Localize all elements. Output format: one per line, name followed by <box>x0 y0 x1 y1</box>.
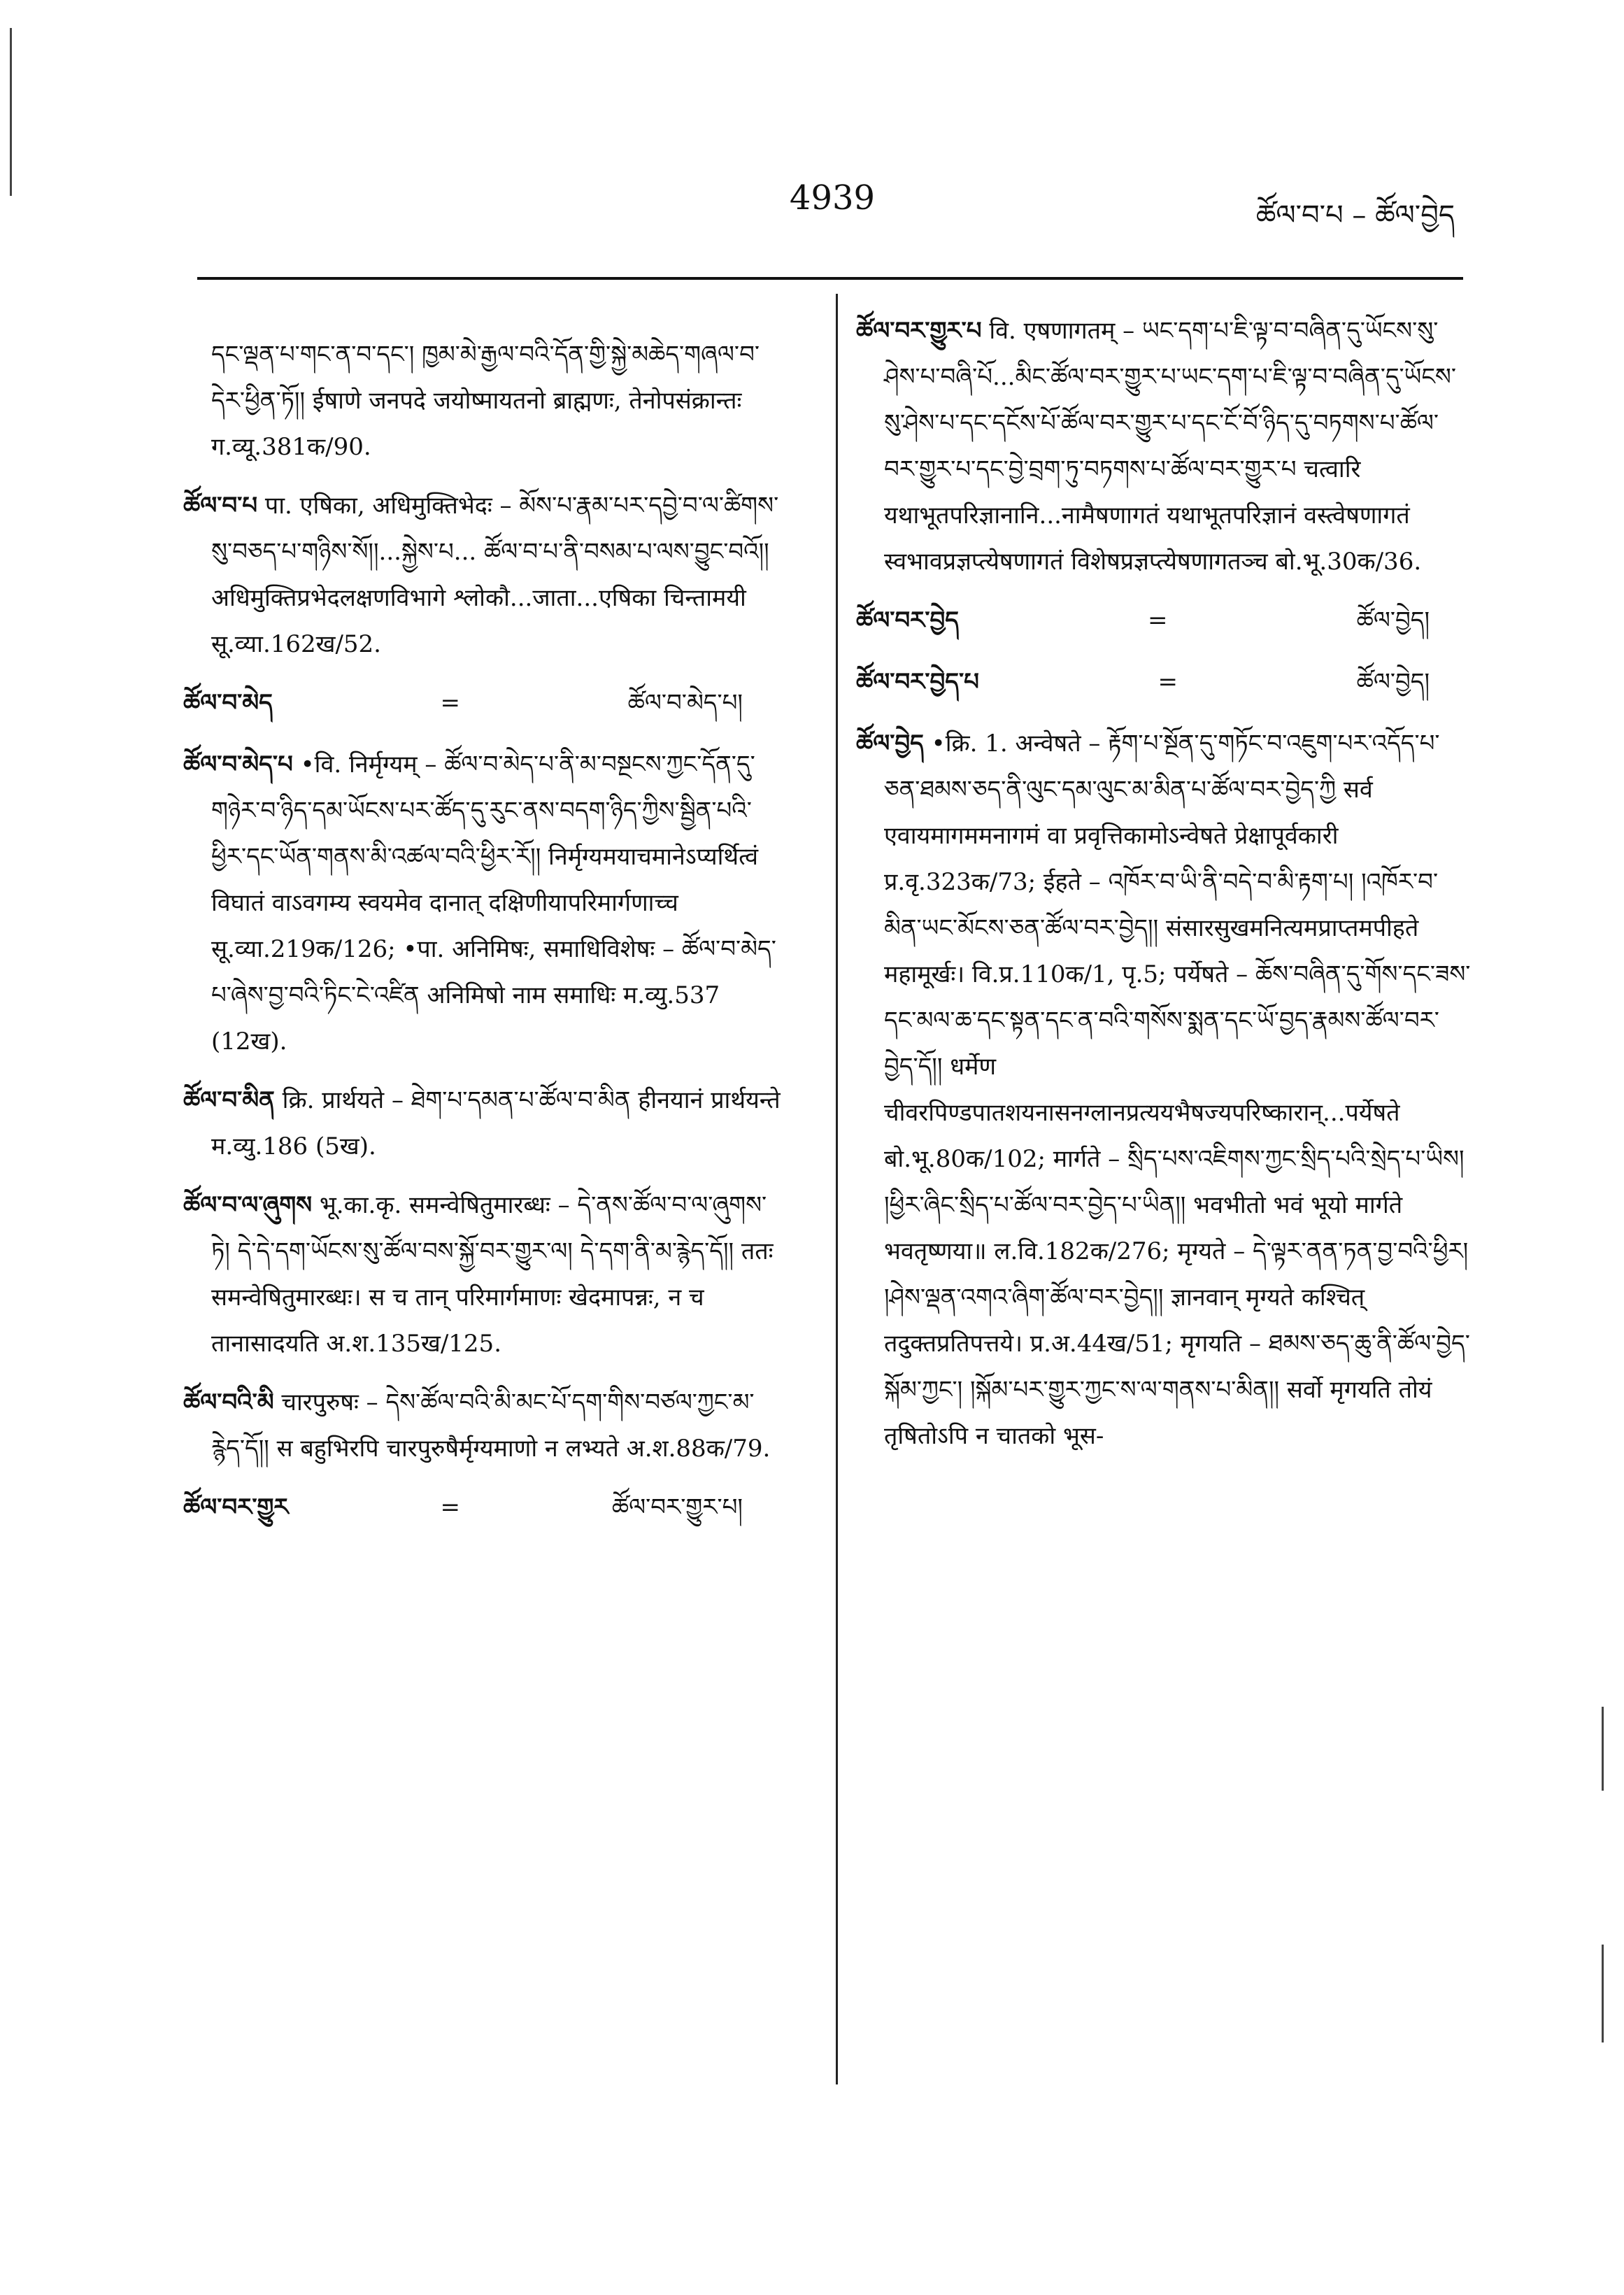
entry-headword: ཚོལ་བའི་མི <box>183 1388 274 1416</box>
dictionary-entry <box>856 720 1472 1459</box>
scan-margin-mark <box>1602 1945 1604 2042</box>
entry-headword: ཚོལ་བ་ལ་ཞུགས <box>183 1191 313 1219</box>
entry-body: चारपुरुषः – དེས་ཚོལ་བའི་མི་མང་པོ་དག་གིས་བཙལ་ཀྱང་མ་རྙེད་དོ།། स बहुभिरपि चारपुरुषैर्मृग्यमाणो न लभ्यते अ.श.88क/79. <box>211 1388 771 1463</box>
column-divider <box>836 294 838 2084</box>
dictionary-entry <box>183 1379 785 1472</box>
entry-body: भू.का.कृ. समन्वेषितुमारब्धः – དེ་ནས་ཚོལ་བ་ལ་ཞུགས་ཏེ། དེ་དེ་དག་ཡོངས་སུ་ཚོལ་བས་སྐྱོ་བར་གྱུར་ལ། དེ་དག་ནི་མ་རྙེད་དོ།། ततः समन्वेषितुमारब्धः। स च तान् परिमार्गमाणः खेदमापन्नः, न च तानासादयति अ.श.135ख/125. <box>211 1191 774 1358</box>
equals-sign: = <box>440 689 460 717</box>
entry-headword: ཚོལ་བྱེད <box>856 730 924 758</box>
entry-headword: ཚོལ་བར་བྱེད་པ <box>856 668 979 696</box>
equals-sign: = <box>440 1493 460 1521</box>
dictionary-entry <box>183 483 785 667</box>
entry-headword: ཚོལ་བ་མེད <box>183 689 273 717</box>
dictionary-entry <box>183 741 785 1065</box>
entry-body: वि. एषणागतम् – ཡང་དག་པ་ཇི་ལྟ་བ་བཞིན་དུ་ཡོངས་སུ་ཤེས་པ་བཞི་པོ...མིང་ཚོལ་བར་གྱུར་པ་ཡང་དག་པ་ཇི་ལྟ་བ་བཞིན་དུ་ཡོངས་སུ་ཤེས་པ་དང་དངོས་པོ་ཚོལ་བར་གྱུར་པ་དང་ངོ་བོ་ཉིད་དུ་བཏགས་པ་ཚོལ་བར་གྱུར་པ་དང་བྱེ་བྲག་ཏུ་བཏགས་པ་ཚོལ་བར་གྱུར་པ चत्वारि यथाभूतपरिज्ञानानि...नामैषणागतं यथाभूतपरिज्ञानं वस्त्वेषणागतं स्वभावप्रज्ञप्त्येषणागतं विशेषप्रज्ञप्त्येषणागतञ्च बो.भू.30क/36. <box>884 317 1457 576</box>
headword-range: ཚོལ་བ་པ – ཚོལ་བྱེད <box>1255 199 1455 232</box>
entry-body: क्रि. प्रार्थयते – ཐེག་པ་དམན་པ་ཚོལ་བ་མིན हीनयानं प्रार्थयन्ते म.व्यु.186 (5ख). <box>211 1086 781 1160</box>
dictionary-entry <box>183 1182 785 1367</box>
equals-sign: = <box>1158 668 1178 696</box>
dictionary-entry <box>183 1077 785 1170</box>
entry-body: •वि. निर्मृग्यम् – ཚོལ་བ་མེད་པ་ནི་མ་བསྔངས་ཀྱང་དོན་དུ་གཉེར་བ་ཉིད་དམ་ཡོངས་པར་ཚོད་དུ་རུང་ནས་བདག་ཉིད་ཀྱིས་སྦྱིན་པའི་ཕྱིར་དང་ཡོན་གནས་མི་འཚལ་བའི་ཕྱིར་རོ།། निर्मृग्यमयाचमानेऽप्यर्थित्वं विघातं वाऽवगम्य स्वयमेव दानात् दक्षिणीयापरिमार्गणाच्च सू.व्या.219क/126; •पा. अनिमिषः, समाधिविशेषः – ཚོལ་བ་མེད་པ་ཞེས་བྱ་བའི་ཏིང་ངེ་འཛིན अनिमिषो नाम समाधिः म.व्यु.537 (12ख). <box>211 751 776 1056</box>
left-column <box>183 308 785 2126</box>
continuation-text: དང་ལྡན་པ་གང་ན་བ་དང་། ཁྱམ་མེ་རྒྱལ་བའི་དོན་གྱི་སྐྱེ་མཆེད་གཞལ་བ་དེར་ཕྱིན་ཏོ།། ईषाणे जनपदे जयोष्मायतनो ब्राह्मणः, तेनोपसंक्रान्तः ग.व्यू.381क/90. <box>211 341 760 461</box>
entry-headword: ཚོལ་བ་མིན <box>183 1086 275 1114</box>
cross-reference-target: ཚོལ་བྱེད། <box>1356 668 1430 696</box>
cross-reference-target: ཚོལ་བྱེད། <box>1356 606 1430 634</box>
cross-reference-entry <box>183 680 785 726</box>
cross-reference-entry <box>856 659 1472 705</box>
scan-margin-mark <box>10 28 12 196</box>
entry-headword: ཚོལ་བར་བྱེད <box>856 606 959 634</box>
cross-reference-target: ཚོལ་བ་མེད་པ། <box>627 689 743 717</box>
header-rule <box>197 277 1463 280</box>
entry-headword: ཚོལ་བ་མེད་པ <box>183 751 293 779</box>
equals-sign: = <box>1148 606 1168 634</box>
page-number: 4939 <box>789 178 876 218</box>
cross-reference-entry <box>856 597 1472 644</box>
scan-margin-mark <box>1602 1707 1604 1791</box>
dictionary-entry <box>856 308 1472 585</box>
entry-body: पा. एषिका, अधिमुक्तिभेदः – མོས་པ་རྣམ་པར་དབྱེ་བ་ལ་ཚིགས་སུ་བཅད་པ་གཉིས་སོ།།...སྐྱེས་པ... ཚོལ་བ་པ་ནི་བསམ་པ་ལས་བྱུང་བའོ།། अधिमुक्तिप्रभेदलक्षणविभागे श्लोकौ...जाता...एषिका चिन्तामयी सू.व्या.162ख/52. <box>211 492 779 658</box>
cross-reference-target: ཚོལ་བར་གྱུར་པ། <box>611 1493 743 1521</box>
entry-headword: ཚོལ་བར་གྱུར་པ <box>856 317 982 345</box>
entry-body: •क्रि. 1. अन्वेषते – རྟོག་པ་སྔོན་དུ་གཏོང་བ་འཇུག་པར་འདོད་པ་ཅན་ཐམས་ཅད་ནི་ལུང་དམ་ལུང་མ་མིན་པ་ཚོལ་བར་བྱེད་ཀྱི सर्व एवायमागममनागमं वा प्रवृत्तिकामोऽन्वेषते प्रेक्षापूर्वकारी प्र.वृ.323क/73; ईहते – འཁོར་བ་ཡི་ནི་བདེ་བ་མི་རྟག་པ། །འཁོར་བ་མིན་ཡང་མོངས་ཅན་ཚོལ་བར་བྱེད།། संसारसुखमनित्यमप्राप्तमपीहते महामूर्खः। वि.प्र.110क/1, पृ.5; पर्येषते – ཆོས་བཞིན་དུ་གོས་དང་ཟས་དང་མལ་ཆ་དང་སྟན་དང་ན་བའི་གསོས་སྨན་དང་ཡོ་བྱད་རྣམས་ཚོལ་བར་བྱེད་དོ།། धर्मेण चीवरपिण्डपातशयनासनग्लानप्रत्ययभैषज्यपरिष्कारान्...पर्येषते बो.भू.80क/102; मार्गते – སྲིད་པས་འཇིགས་ཀྱང་སྲིད་པའི་སྲེད་པ་ཡིས། །ཕྱིར་ཞིང་སྲིད་པ་ཚོལ་བར་བྱེད་པ་ཡིན།། भवभीतो भवं भूयो मार्गते भवतृष्णया॥ ल.वि.182क/276; मृग्यते – དེ་ལྟར་ནན་ཏན་བྱ་བའི་ཕྱིར། །ཤེས་ལྡན་འགའ་ཞིག་ཚོལ་བར་བྱེད།། ज्ञानवान् मृग्यते कश्चित् तदुक्तप्रतिपत्तये। प्र.अ.44ख/51; मृगयति – ཐམས་ཅད་ཆུ་ནི་ཚོལ་བྱེད་སྐོམ་ཀྱང་། །སྐོམ་པར་གྱུར་ཀྱང་ས་ལ་གནས་པ་མིན།། सर्वो मृगयति तोयं तृषितोऽपि न चातको भूस- <box>884 730 1471 1450</box>
right-column <box>856 308 1472 2126</box>
cross-reference-entry <box>183 1484 785 1530</box>
entry-headword: ཚོལ་བར་གྱུར <box>183 1493 289 1521</box>
entry-headword: ཚོལ་བ་པ <box>183 492 258 520</box>
